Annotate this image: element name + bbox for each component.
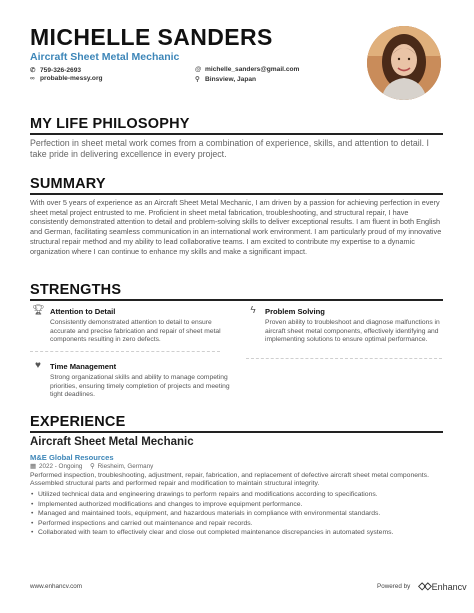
- strength-desc: Consistently demonstrated attention to detail to ensure accurate and precise fabrication and repair of sheet metal components resulting in zero defects.: [50, 319, 221, 344]
- experience-heading: EXPERIENCE: [30, 414, 126, 430]
- email-contact[interactable]: [195, 66, 299, 73]
- job-location-text: Riesheim, Germany: [97, 463, 154, 470]
- job-title: Aircraft Sheet Metal Mechanic: [30, 436, 194, 448]
- phone-contact: [30, 66, 81, 74]
- profile-photo: [367, 26, 441, 100]
- location-text: Binsview, Japan: [205, 75, 257, 83]
- summary-text: With over 5 years of experience as an Aircraft Sheet Metal Mechanic, I am driven by a passion for achieving perfection in every sheet metal project entrusted to me. Proficient in sheet metal fabrication, troubleshooting, and structural repair, I have consistently demonstrated attention to detail and problem-solving skills to deliver exceptional results. I am fluent in both English and German, facilitating seamless communication in an international work environment. I am particularly proud of my innovative structural repair method and my ability to lead collaborative teams. I am excited to contribute my expertise to a dynamic organization where I can continue to enhance my skills and make a significant impact.: [30, 198, 442, 256]
- website-contact[interactable]: [30, 75, 103, 82]
- map-pin-icon: ⚲: [90, 463, 95, 470]
- summary-heading: SUMMARY: [30, 176, 106, 192]
- phone-icon: ✆: [30, 67, 36, 74]
- website-text[interactable]: probable-messy.org: [40, 75, 103, 82]
- philosophy-text: Perfection in sheet metal work comes from a combination of experience, skills, and attention to detail. I take pride in delivering excellence in every project.: [30, 138, 429, 159]
- lightning-icon: ϟ: [250, 305, 256, 316]
- job-bullets: [30, 490, 442, 538]
- calendar-icon: ▦: [30, 463, 36, 470]
- list-item: • Collaborated with team to effectively clear and close out completed maintenance discrepancies in automated systems.: [30, 528, 442, 538]
- job-description: Performed inspection, troubleshooting, adjustment, repair, fabrication, and replacement of defective aircraft sheet metal components. Assembled structural parts and performed repair and modification to maintain structural integrity.: [30, 472, 429, 488]
- candidate-name: MICHELLE SANDERS: [30, 24, 273, 50]
- at-sign-icon: @: [195, 66, 202, 73]
- map-pin-icon: ⚲: [195, 76, 200, 83]
- email-text[interactable]: michelle_sanders@gmail.com: [205, 66, 300, 73]
- strength-separator: [30, 351, 220, 352]
- job-dates: [30, 463, 82, 470]
- job-dates-text: 2022 - Ongoing: [38, 463, 83, 470]
- job-location: [90, 463, 153, 470]
- footer-website[interactable]: www.enhancv.com: [30, 583, 83, 590]
- strength-title: Problem Solving: [265, 307, 325, 316]
- strength-desc: Proven ability to troubleshoot and diagnose malfunctions in aircraft sheet metal components, effectively identifying and implementing solutions to ensure optimal performance.: [265, 319, 440, 344]
- heart-icon: ♥: [35, 360, 41, 371]
- list-item: • Implemented authorized modifications and changes to improve equipment performance.: [30, 500, 442, 510]
- link-icon: ∞: [30, 75, 35, 82]
- enhancv-logo-icon: ◇◇: [418, 581, 430, 592]
- list-item: • Utilized technical data and engineering drawings to perform repairs and modifications according to specifications.: [30, 490, 442, 500]
- job-company: M&E Global Resources: [30, 453, 114, 462]
- experience-divider: [30, 431, 443, 433]
- summary-divider: [30, 193, 443, 195]
- brand-name: Enhancv: [431, 581, 467, 592]
- candidate-title: Aircraft Sheet Metal Mechanic: [30, 51, 180, 63]
- footer-branding: [377, 581, 467, 592]
- trophy-icon: 🏆︎: [32, 305, 45, 316]
- strength-title: Attention to Detail: [50, 307, 116, 316]
- phone-text: 759-326-2693: [40, 66, 82, 74]
- location-contact: [195, 75, 256, 83]
- strengths-heading: STRENGTHS: [30, 282, 122, 298]
- strength-desc: Strong organizational skills and ability to manage competing priorities, ensuring timely completion of projects and meeting tight deadlines.: [50, 374, 230, 399]
- list-item: • Performed inspections and carried out maintenance and repair records.: [30, 519, 442, 529]
- philosophy-heading: MY LIFE PHILOSOPHY: [30, 116, 190, 132]
- list-item: • Managed and maintained tools, equipment, and hazardous materials in compliance with environmental standards.: [30, 509, 442, 519]
- profile-photo-image: [367, 26, 441, 100]
- philosophy-divider: [30, 133, 443, 135]
- strength-separator: [246, 358, 442, 359]
- strength-title: Time Management: [50, 362, 117, 371]
- powered-by-label: Powered by: [377, 583, 411, 590]
- strengths-divider: [30, 299, 443, 301]
